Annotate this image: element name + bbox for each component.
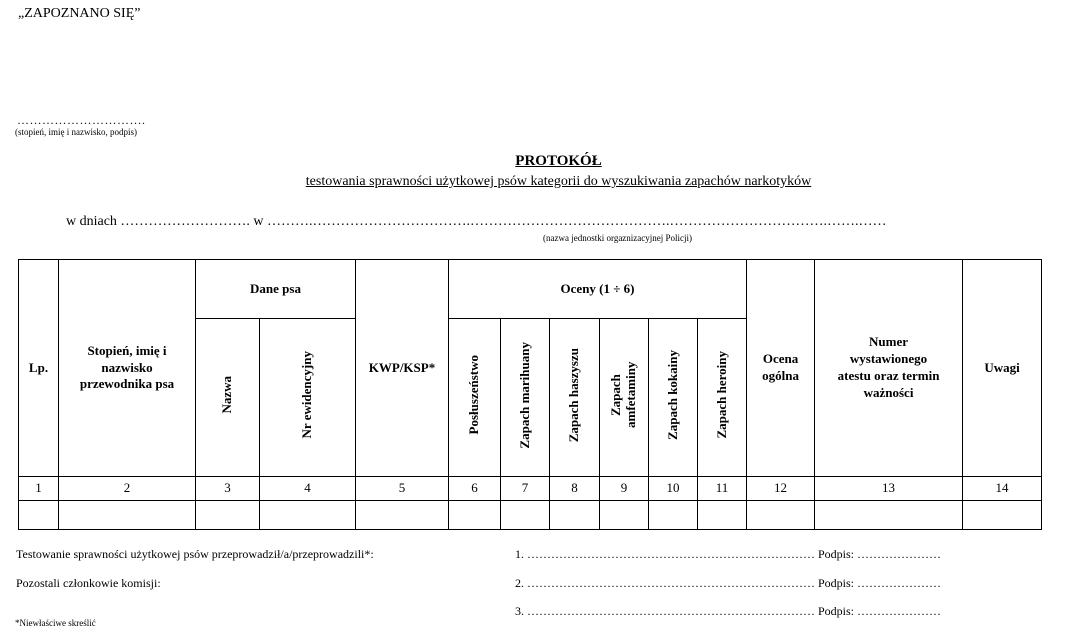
column-number: 11 (698, 477, 747, 501)
table-cell[interactable] (449, 501, 501, 530)
column-number: 1 (19, 477, 59, 501)
header-dog-data: Dane psa (196, 260, 356, 319)
table-cell[interactable] (698, 501, 747, 530)
conducted-by-label: Testowanie sprawności użytkowej psów przeprowadził/a/przeprowadzili*: (16, 547, 374, 561)
column-number: 5 (356, 477, 449, 501)
table-cell[interactable] (260, 501, 356, 530)
header-marijuana: Zapach marihuany (501, 319, 550, 477)
header-hashish: Zapach haszyszu (550, 319, 600, 477)
table-cell[interactable] (59, 501, 196, 530)
column-number: 8 (550, 477, 600, 501)
column-number: 13 (815, 477, 963, 501)
column-number: 3 (196, 477, 260, 501)
header-remarks: Uwagi (963, 260, 1042, 477)
document-title: PROTOKÓŁ (515, 153, 602, 169)
table-cell[interactable] (550, 501, 600, 530)
signature-line-1: 1. ……………………………………………………………… Podpis: ………………… (515, 547, 942, 561)
table-cell[interactable] (196, 501, 260, 530)
dates-location-line: w dniach ………………………. w ……….…………………………….…………………………………….…………………………….…….…… (66, 214, 887, 229)
column-number: 9 (600, 477, 649, 501)
header-handler: Stopień, imię i nazwisko przewodnika psa (59, 260, 196, 477)
table-cell[interactable] (963, 501, 1042, 530)
header-dog-reg: Nr ewidencyjny (260, 319, 356, 477)
signature-dots: …………………………. (17, 113, 146, 127)
table-cell[interactable] (815, 501, 963, 530)
column-number: 12 (747, 477, 815, 501)
header-overall: Ocena ogólna (747, 260, 815, 477)
table-cell[interactable] (649, 501, 698, 530)
header-heroin: Zapach heroiny (698, 319, 747, 477)
header-certificate: Numer wystawionego atestu oraz termin ważności (815, 260, 963, 477)
signature-line-2: 2. ……………………………………………………………… Podpis: ………………… (515, 576, 942, 590)
column-number: 14 (963, 477, 1042, 501)
column-number: 7 (501, 477, 550, 501)
other-members-label: Pozostali członkowie komisji: (16, 576, 161, 590)
header-lp: Lp. (19, 260, 59, 477)
column-number: 4 (260, 477, 356, 501)
column-numbers-row (19, 477, 1042, 501)
column-number: 2 (59, 477, 196, 501)
footnote: *Niewłaściwe skreślić (15, 618, 96, 628)
unit-caption: (nazwa jednostki orgaznizacyjnej Policji) (543, 233, 693, 243)
signature-line-3: 3. ……………………………………………………………… Podpis: ………………… (515, 604, 942, 618)
table-cell[interactable] (501, 501, 550, 530)
column-number: 10 (649, 477, 698, 501)
acknowledged-note: „ZAPOZNANO SIĘ” (18, 6, 141, 21)
table-cell[interactable] (356, 501, 449, 530)
signature-caption: (stopień, imię i nazwisko, podpis) (15, 127, 137, 137)
header-amphetamine: Zapach amfetaminy (600, 319, 649, 477)
header-cocaine: Zapach kokainy (649, 319, 698, 477)
column-number: 6 (449, 477, 501, 501)
table-cell[interactable] (19, 501, 59, 530)
header-grades: Oceny (1 ÷ 6) (449, 260, 747, 319)
header-obedience: Posłuszeństwo (449, 319, 501, 477)
header-kwp-ksp: KWP/KSP* (356, 260, 449, 477)
table-cell[interactable] (600, 501, 649, 530)
test-results-table (18, 259, 1042, 530)
document-subtitle: testowania sprawności użytkowej psów kategorii do wyszukiwania zapachów narkotyków (305, 174, 812, 189)
table-cell[interactable] (747, 501, 815, 530)
header-dog-name: Nazwa (196, 319, 260, 477)
table-row (19, 501, 1042, 530)
